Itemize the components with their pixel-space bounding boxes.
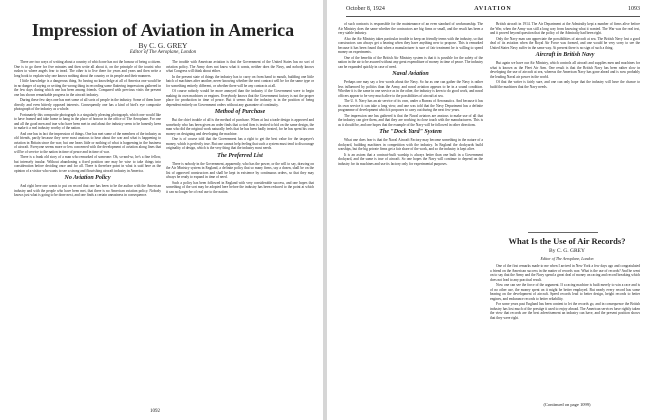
paragraph: The U. S. Navy has an air service of its own, under a Bureau of Aeronautics. And because it has its own service it can take a long view, and one was told that the Navy Department has a definite programme of development which it proposes to carry out during the next few years. — [338, 99, 483, 112]
paragraph: There is a frank old story of a man who remarked of someone: Oh, so-and-so, he's a fine fellow, but intensely insular. Without abandoning a fixed position one may be wise to take things into consideration before deciding once and for all. There is therefore point in what is said here as the opinion of a visitor who wants to see a strong and flourishing aircraft industry in America. — [14, 155, 161, 173]
paragraph: During these few days one has met some of all sorts of people in the industry. Some of them have directly and even bitterly opposed interests. Consequently one has a kind of bird's eye composite photograph of the industry as a whole. — [14, 98, 161, 111]
paragraph: For some years past England has been content to let the records go, and in consequence the British industry has lost much of the prestige it used to enjoy abroad. The American services have rightly taken the view that records are the best advertisement an industry can have, and the present position shows that they were right. — [490, 302, 640, 320]
section-heading-naval-aviation: Naval Aviation — [392, 71, 429, 77]
paragraph: One is of course told that the Government has a right to get the best value for the taxpayer's money, which is perfectly true. But one cannot help feeling that such a system must tend to discourage originality of design, which is the very thing that the industry most needs. — [166, 137, 314, 150]
left-page-number: 1092 — [150, 409, 160, 414]
left-column-1 — [14, 60, 161, 410]
right-page-header — [346, 6, 640, 16]
article-title: Impression of Aviation in America — [31, 20, 295, 40]
right-page — [328, 0, 650, 420]
paragraph: It is an axiom that a contract-built warship is always better than one built in a Government dockyard, and the same is true of aircraft. So one hopes the Navy will continue to depend on the industry for its machines and use its factory only for experimental purposes. — [338, 152, 483, 166]
left-page — [0, 0, 322, 420]
section-heading-dock-yard-system: The "Dock Yard" System — [379, 129, 442, 135]
paragraph: The trouble with American aviation is that the Government of the United States has no sort of aviation policy. The Army does not know what it wants, neither does the Navy, and nobody knows what Congress will think about either. — [166, 60, 314, 73]
paragraph: British aircraft in 1914. The Air Department at the Admiralty kept a number of firms alive before the War, when the Army was still a long way from knowing what it wanted. The War was the real test, and it proved beyond question that the policy of the Admiralty had been right. — [490, 22, 640, 35]
header-rule — [346, 16, 640, 17]
right-header-magazine: AVIATION — [474, 6, 512, 12]
paragraph: What one does fear is that the Naval Aircraft Factory may become something in the nature of a dockyard, building machines in competition with the industry. In England the dockyards build warships, but the big private firms get a fair share of the work, and so the industry is kept alive. — [338, 138, 483, 151]
paragraph: And right here one wants to put on record that one has been to be the author with the American industry and with the people who have been met, that there is no American aviation policy. Nobody knows just what is going to be done next, and one finds a certain uneasiness in consequence. — [14, 184, 161, 197]
paragraph: In the present state of things the industry has to carry on from hand to mouth, building one little batch of machines after another, never knowing whether the next contract will be for the same type or for something entirely different, or whether there will be any contracts at all. — [166, 74, 314, 88]
paragraph: One of the first remarks made to me when I arrived in New York a few days ago and congratulated a friend on the American success in the matter of records was: What is the use of records? And he went on to say that the Army and the Navy spend a great deal of money on racing and record breaking which does not lead to any practical result. — [490, 264, 640, 282]
right-header-date: October 8, 1924 — [346, 6, 385, 12]
paragraph: There is nobody in the Government, apparently, who has the power, or the will to say, drawing on the Air Ministry system in England, a definite policy that so many firms, say a dozen, shall be on the list of approved constructors and shall be kept in existence by continuous orders, so that they may always be ready to expand in time of need. — [166, 161, 314, 179]
left-column-2 — [166, 60, 314, 410]
section-heading-aircraft-in-british-navy: Aircraft in British Navy — [535, 52, 595, 58]
paragraph: I little knowledge is a dangerous thing. So having no knowledge at all of America one would be in no danger of saying or writing the wrong thing in recording some flattering impressions gathered in the few days during which one has been among friends. Compared with previous visits the present one has shown remarkable progress in the aircraft industry. — [14, 79, 161, 97]
continued-note: (Continued on page 1099) — [543, 402, 591, 407]
paragraph: of such contracts is responsible for the maintenance of an even standard of workmanship. The Air Ministry does the same whether the contractors are big firms or small, and the result has been a very stable industry. — [338, 22, 483, 35]
section-heading-no-aviation-policy: No Aviation Policy — [64, 175, 111, 181]
paragraph: But again we have our Air Ministry, which controls all aircraft and supplies men and machines for what is known as the Fleet Air Arm. One result is that the British Navy has been rather slow in developing the use of aircraft at sea, whereas the American Navy has gone ahead and is now probably the leading Naval air power in the world. — [490, 61, 640, 79]
page-gutter — [323, 0, 327, 420]
right-column-1 — [338, 22, 483, 412]
paragraph: Fortunately this composite photograph is a singularly pleasing photograph, which one would like to have framed and take home to hang in the place of honour in the office of The Aeroplane. For one and all the good men and true who have been met in and about the industry seem to be honestly keen to make it a real industry worthy of the nation. — [14, 112, 161, 130]
paragraph: Of course nobody would be more annoyed than the industry if the Government were to begin making its own machines or engines. Everybody knows that the Government factory is not the proper place for production in time of peace. But it seems that the industry is in the position of being dependent entirely on Government orders without any guarantee of continuity. — [166, 89, 314, 107]
paragraph: And one has in fact the impression of things. One has met some of the members of the industry as old friends, partly because they were most anxious to hear about the war and what is happening to aviation in Britain since the war; but one hears little or nothing of what is happening in the business of aircraft. Everyone seems more or less concerned with the development of aviation along lines that will be of service to the nation in time of peace and in time of war. — [14, 131, 161, 154]
paragraph: Such a policy has been followed in England with very considerable success, and one hopes that something of the sort may be adopted here before the industry has been reduced to the point at which it can no longer be of real use to the nation. — [166, 180, 314, 194]
article-byline: By C. G. GREY — [138, 41, 188, 50]
section-heading-preferred-list: The Preferred List — [217, 152, 263, 159]
second-article-byline: By C. G. GREY — [549, 248, 585, 254]
paragraph: Only the Navy man can appreciate the possibilities of aircraft at sea. The British Navy lost a good deal of its aviation when the Royal Air Force was formed, and one would be very sorry to see the United States Navy suffer in the same way. At present there is no sign of such a thing. — [490, 36, 640, 50]
paragraph: Perhaps one may say a few words about the Navy. So far as one can gather the Navy is rather less influenced by politics than the Army, and naval aviation appears to be in a sound condition. Whether it is the same in one service as in the other, the industry is keen to do good work, and naval officers appear to be very much alive to the possibilities of aircraft at sea. — [338, 80, 483, 98]
second-article-author-role: Editor of The Aeroplane, London — [540, 256, 594, 261]
right-column-2 — [490, 22, 640, 228]
paragraph: The impression one has gathered is that the Naval aviators are anxious to make use of all that the industry can give them, and that they are working in close touch with the manufacturers. This is as it should be, and one hopes that the example of the Navy will be followed in other directions. — [338, 113, 483, 127]
second-article-title: What Is the Use of Air Records? — [508, 236, 626, 246]
section-heading-method-of-purchase: Method of Purchase — [214, 109, 266, 115]
second-article-column — [490, 264, 640, 400]
right-header-page-number: 1093 — [628, 6, 640, 12]
paragraph: One of the benefits of the British Air Ministry system is that it is possible for the safety of the nation in the air to be assured without any great expenditure of money in time of peace. The industry can be expanded quickly in case of need. — [338, 55, 483, 69]
paragraph: There are two ways of writing about a country of which one has not the honour of being a citizen. One is to go there for five minutes and then write all about it, on the principle of the tourist who rushes to where angels fear to tread. The other is to live there for years and years and then write a long book to explain why one knows nothing about the country or its people and their manners. — [14, 60, 161, 78]
article-author-role: Editor of The Aeroplane, London — [129, 50, 197, 55]
paragraph: But the chief trouble of all is the method of purchase. When at last a trade design is approved and somebody who has been given an order finds that a rival firm is invited to bid on the same design, the man who did the original work naturally feels that he has been badly treated, for he has spent his own money on designing and developing the machine. — [166, 118, 314, 136]
paragraph: Also the Air Ministry takes particular trouble to keep on friendly terms with the industry, so that constructors can always get a hearing when they have anything new to propose. This is remarked because it has been found that when a manufacturer is sure of fair treatment he is willing to spend money on experiments. — [338, 36, 483, 54]
paragraph: Now one can see the force of the argument. If a racing machine is built merely to win a race and is of no other use, the money spent on it might be better employed. But nearly every record has some bearing on the development of aircraft. Speed records lead to better design, height records to better engines, and endurance records to better reliability. — [490, 283, 640, 301]
article-divider — [528, 232, 598, 233]
paragraph: Of that the writer is fairly sure, and one can only hope that the industry will have the chance to build the machines that the Navy needs. — [490, 80, 640, 89]
left-page-header — [18, 6, 312, 16]
